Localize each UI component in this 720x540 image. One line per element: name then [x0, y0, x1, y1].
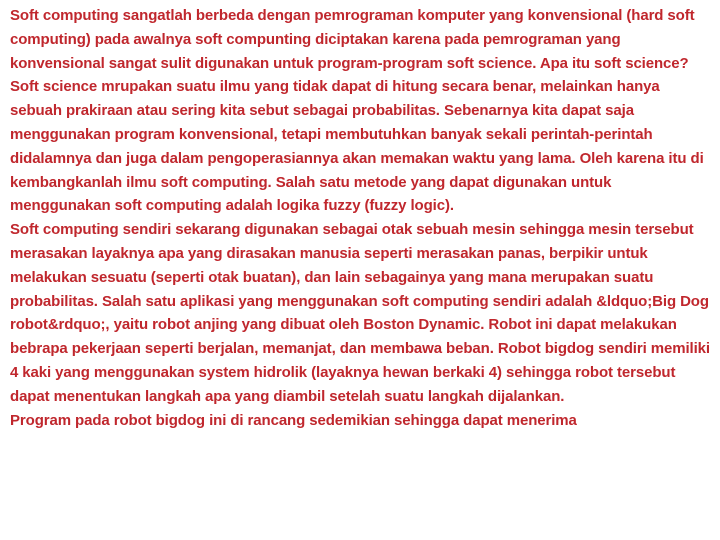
- paragraph-program: Program pada robot bigdog ini di rancang sedemikian sehingga dapat menerima: [10, 411, 577, 429]
- body-text: [10, 4, 710, 432]
- paragraph-soft-science: Soft computing sangatlah berbeda dengan pemrograman komputer yang konvensional (hard soft computing) pada awalnya soft compunting diciptakan karena pada pemrograman yang konvensional sangat sulit digunakan untuk program-program soft science. Apa itu soft science? Soft science mrupakan suatu ilmu yang tidak dapat di hitung secara benar, melainkan hanya sebuah prakiraan atau sering kita sebut sebagai probabilitas. Sebenarnya kita dapat saja menggunakan program konvensional, tetapi membutuhkan banyak sekali perintah-perintah didalamnya dan juga dalam pengoperasiannya akan memakan waktu yang lama. Oleh karena itu di kembangkanlah ilmu soft computing. Salah satu metode yang dapat digunakan untuk menggunakan soft computing adalah logika fuzzy (fuzzy logic).: [10, 7, 704, 215]
- paragraph-big-dog: Soft computing sendiri sekarang digunakan sebagai otak sebuah mesin sehingga mesin tersebut merasakan layaknya apa yang dirasakan manusia seperti merasakan panas, berpikir untuk melakukan sesuatu (seperti otak buatan), dan lain sebagainya yang mana merupakan suatu probabilitas. Salah satu aplikasi yang menggunakan soft computing sendiri adalah &ldquo;Big Dog robot&rdquo;, yaitu robot anjing yang dibuat oleh Boston Dynamic. Robot ini dapat melakukan bebrapa pekerjaan seperti berjalan, memanjat, dan membawa beban. Robot bigdog sendiri memiliki 4 kaki yang menggunakan system hidrolik (layaknya hewan berkaki 4) sehingga robot tersebut dapat menentukan langkah apa yang diambil setelah suatu langkah dijalankan.: [10, 221, 710, 405]
